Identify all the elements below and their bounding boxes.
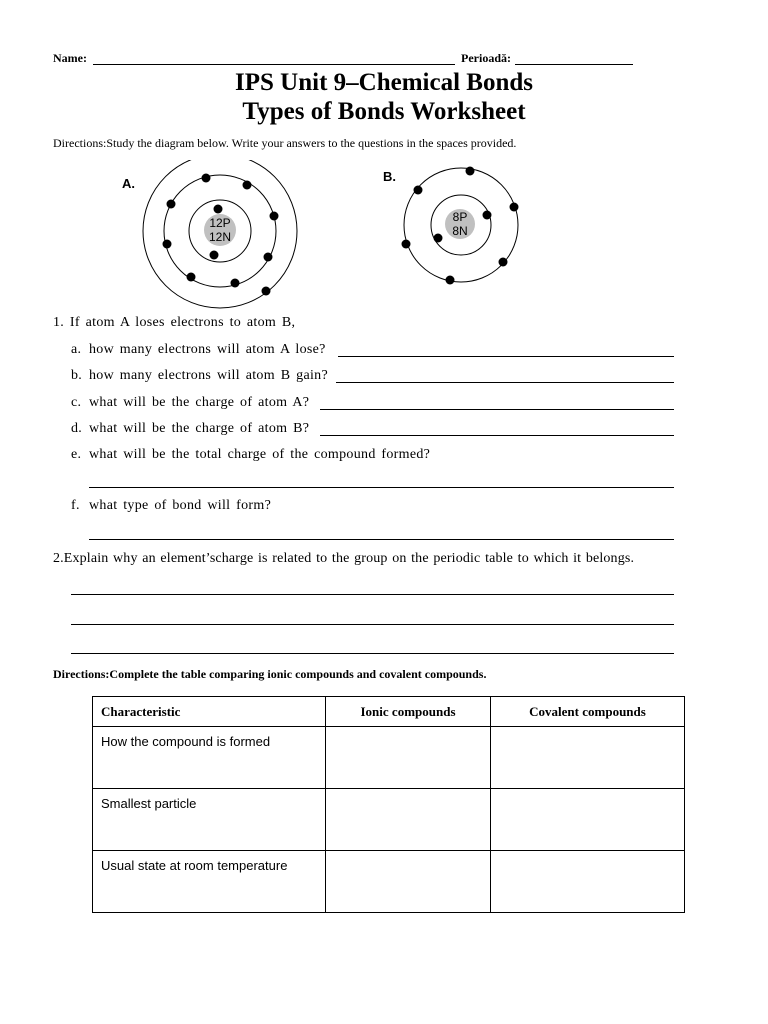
table-row bbox=[93, 727, 685, 789]
electron bbox=[262, 287, 271, 296]
table-row bbox=[93, 851, 685, 913]
electron bbox=[466, 167, 475, 176]
electron bbox=[510, 203, 519, 212]
comparison-table bbox=[92, 696, 685, 913]
answer-line-1f[interactable] bbox=[89, 539, 674, 540]
question-2: 2.Explain why an element’scharge is related to the group on the periodic table to which it belongs. bbox=[53, 551, 635, 566]
electron bbox=[243, 181, 252, 190]
answer-line-2-1[interactable] bbox=[71, 594, 674, 595]
header-row bbox=[53, 51, 653, 67]
ionic-answer-cell[interactable] bbox=[326, 851, 491, 913]
electron bbox=[446, 276, 455, 285]
row-label: How the compound is formed bbox=[93, 727, 326, 789]
atom-b-neutrons: 8N bbox=[452, 224, 468, 238]
ionic-answer-cell[interactable] bbox=[326, 789, 491, 851]
table-header-row bbox=[93, 697, 685, 727]
electron bbox=[167, 200, 176, 209]
answer-line-2-3[interactable] bbox=[71, 653, 674, 654]
name-label: Name: bbox=[53, 51, 87, 65]
question-1c-letter: c. bbox=[71, 395, 82, 410]
question-1a-letter: a. bbox=[71, 342, 82, 357]
covalent-answer-cell[interactable] bbox=[491, 851, 685, 913]
directions-diagram: Directions:Study the diagram below. Write your answers to the questions in the spaces provided. bbox=[53, 136, 517, 150]
atom-diagram bbox=[0, 160, 768, 315]
question-1d-text: what will be the charge of atom B? bbox=[89, 421, 310, 436]
question-1c-text: what will be the charge of atom A? bbox=[89, 395, 310, 410]
table-row bbox=[93, 789, 685, 851]
period-label: Perioadă: bbox=[461, 51, 511, 65]
row-label: Smallest particle bbox=[93, 789, 326, 851]
question-1d-letter: d. bbox=[71, 421, 83, 436]
electron bbox=[202, 174, 211, 183]
electron bbox=[270, 212, 279, 221]
title-line-1: IPS Unit 9–Chemical Bonds bbox=[235, 69, 533, 96]
header-characteristic: Characteristic bbox=[93, 697, 326, 727]
electron bbox=[414, 186, 423, 195]
header-ionic: Ionic compounds bbox=[326, 697, 491, 727]
electron bbox=[187, 273, 196, 282]
question-1a-text: how many electrons will atom A lose? bbox=[89, 342, 326, 357]
question-1b-text: how many electrons will atom B gain? bbox=[89, 368, 328, 383]
ionic-answer-cell[interactable] bbox=[326, 727, 491, 789]
atom-a bbox=[122, 160, 297, 308]
electron bbox=[231, 279, 240, 288]
question-1f-text: what type of bond will form? bbox=[89, 498, 272, 513]
period-field[interactable] bbox=[515, 64, 633, 65]
name-field[interactable] bbox=[93, 64, 455, 65]
answer-line-1c[interactable] bbox=[320, 409, 674, 410]
covalent-answer-cell[interactable] bbox=[491, 727, 685, 789]
atom-a-label: A. bbox=[122, 176, 135, 191]
electron bbox=[210, 251, 219, 260]
header-covalent: Covalent compounds bbox=[491, 697, 685, 727]
question-1e-letter: e. bbox=[71, 447, 82, 462]
question-1-stem: 1. If atom A loses electrons to atom B, bbox=[53, 315, 296, 330]
answer-line-2-2[interactable] bbox=[71, 624, 674, 625]
row-label: Usual state at room temperature bbox=[93, 851, 326, 913]
answer-line-1d[interactable] bbox=[320, 435, 674, 436]
answer-line-1e[interactable] bbox=[89, 487, 674, 488]
electron bbox=[402, 240, 411, 249]
atom-b-protons: 8P bbox=[452, 210, 468, 224]
title-line-2: Types of Bonds Worksheet bbox=[242, 98, 526, 125]
electron bbox=[163, 240, 172, 249]
question-1b-letter: b. bbox=[71, 368, 83, 383]
covalent-answer-cell[interactable] bbox=[491, 789, 685, 851]
atom-b bbox=[383, 167, 519, 285]
atom-a-protons: 12P bbox=[209, 216, 231, 230]
question-1e-text: what will be the total charge of the compound formed? bbox=[89, 447, 431, 462]
electron bbox=[499, 258, 508, 267]
electron bbox=[483, 211, 492, 220]
directions-table: Directions:Complete the table comparing ionic compounds and covalent compounds. bbox=[53, 667, 487, 681]
atom-b-label: B. bbox=[383, 169, 396, 184]
electron bbox=[264, 253, 273, 262]
question-1f-letter: f. bbox=[71, 498, 80, 513]
answer-line-1a[interactable] bbox=[338, 356, 674, 357]
answer-line-1b[interactable] bbox=[336, 382, 674, 383]
electron bbox=[434, 234, 443, 243]
atom-a-neutrons: 12N bbox=[208, 230, 232, 244]
electron bbox=[214, 205, 223, 214]
